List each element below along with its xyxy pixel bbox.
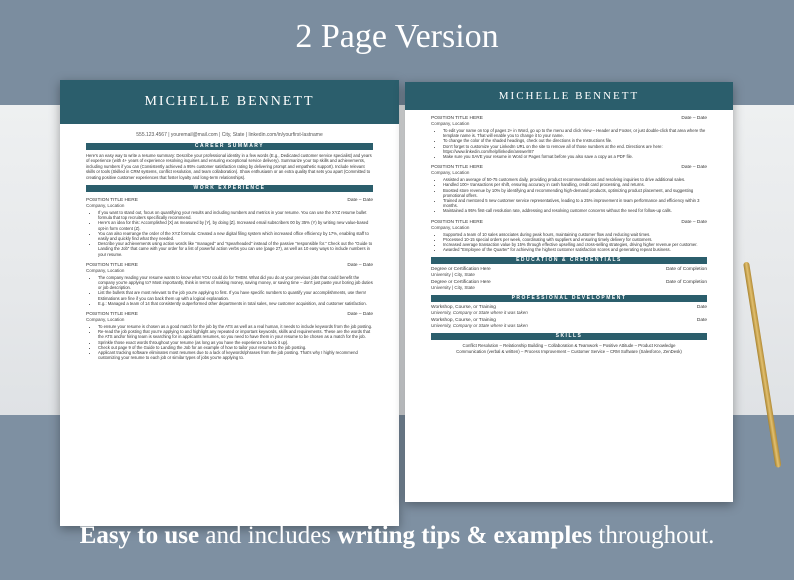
job-company: Company, Location [431, 224, 470, 230]
job-date: Date – Date [681, 116, 707, 121]
edu-degree: Degree or Certification Here [431, 280, 491, 286]
name-banner: MICHELLE BENNETT [60, 80, 399, 124]
job-title: POSITION TITLE HERE [86, 198, 138, 204]
edu-date: Date of Completion [665, 267, 707, 273]
education-list [405, 267, 733, 290]
job-bullet: • Check out page 9 of the Guide to Landing the Job for an example of how to tailor your resume to the job posting. [98, 345, 373, 350]
job-bullet: • To change the color of the shaded headings, check out the directions in the Instructions file. [443, 138, 707, 143]
tagline-bold-1: Easy to use [79, 522, 200, 549]
skills-line-1: Conflict Resolution – Relationship Building – Collaboration & Teamwork – Positive Attitude – Product Knowledge [462, 343, 676, 349]
job-date: Date – Date [347, 262, 373, 268]
job-list [60, 198, 399, 360]
job-bullet: • The company reading your resume wants to know what YOU could do for THEM. What did you do at your previous jobs that could benefit the company you're applying to? Most importantly, think in terms of making money, saving money, or saving time – don't just paste your boring job duties or job description. [98, 275, 373, 291]
job-title: POSITION TITLE HERE [431, 219, 483, 225]
job-date: Date – Date [681, 219, 707, 225]
name-banner: MICHELLE BENNETT [405, 82, 733, 110]
job-bullet: • Don't forget to customize your LinkedIn URL on the site to remove all of those numbers at the end. Directions are here: https://www.linkedin.com/help/linkedin/answer/87 [443, 144, 707, 154]
section-career-summary: CAREER SUMMARY [86, 143, 373, 150]
job-company: Company, Location [86, 317, 125, 323]
edu-school: University | City, State [431, 285, 475, 291]
job-company: Company, Location [431, 121, 470, 126]
job-title: POSITION TITLE HERE [431, 116, 483, 121]
pd-org: University, Company or State where it was taken [431, 323, 528, 329]
job-bullet: • Handled 100+ transactions per shift, ensuring accuracy in cash handling, credit card processing, and returns. [443, 182, 707, 187]
job-bullet: • Awarded "Employee of the Quarter" for achieving the highest customer satisfaction scores and generating repeat business. [443, 247, 707, 252]
job-company: Company, Location [431, 170, 470, 176]
job-title: POSITION TITLE HERE [431, 165, 483, 171]
job-bullets [98, 275, 373, 306]
job-bullet: • List the bullets that are most relevant to the job you're applying to first. If you have specific numbers to quantify your accomplishments, use them! Estimations are fine if you can back them up with a logical explanation. [98, 290, 373, 300]
job-bullet: • Applicant tracking software eliminates most resumes due to a lack of keywords/phrases from the job posting. That's why I highly recommend customizing your resume to each job or similar types of jobs you're applying to. [98, 350, 373, 360]
contact-line: 555.123.4567 | youremail@mail.com | City, State | linkedin.com/in/yourfirst-lastname [136, 132, 323, 138]
job-bullet: • To ensure your resume is chosen as a good match for the job by the ATS as well as a real human, it needs to include keywords from the job posting. [98, 324, 373, 329]
job-date: Date – Date [347, 312, 373, 318]
job-company: Company, Location [86, 203, 125, 209]
job-bullet: • To edit your name on top of pages 2+ in Word, go up to the menu and click View – Header and Footer, or just double-click that area where the template name is. That will enable you to change it to your name. [443, 128, 707, 138]
section-skills: SKILLS [431, 333, 707, 340]
job-date: Date – Date [681, 165, 707, 171]
job-bullets [443, 232, 707, 253]
edu-school: University | City, State [431, 272, 475, 278]
pd-course: Workshop, Course, or Training [431, 318, 496, 324]
pd-list [405, 305, 733, 328]
job-bullet: • E.g.: Managed a team of 14 that consistently outperformed other departments in total sales, new customer acquisition, and customer satisfaction. [98, 301, 373, 306]
job-bullet: • Trained and mentored 5 new customer service representatives, leading to a 25% improvement in team performance and efficiency within 3 months. [443, 198, 707, 208]
pd-org: University, Company or State where it was taken [431, 310, 528, 316]
job-bullet: • Increased average transaction value by 15% through effective upselling and cross-selling strategies, driving higher revenue per customer. [443, 242, 707, 247]
job-bullet: • You can also rearrange the order of the XYZ formula: Created a new digital filing system which increased office efficiency by 17%, enabling staff to easily and quickly find what they needed. [98, 231, 373, 241]
job-bullet: • Boosted store revenue by 10% by identifying and recommending high-demand products, optimizing product placement, and suggesting promotional offers. [443, 188, 707, 198]
edu-degree: Degree or Certification Here [431, 267, 491, 273]
pd-course: Workshop, Course, or Training [431, 305, 496, 311]
pd-date: Date [696, 305, 707, 311]
section-education: EDUCATION & CREDENTIALS [431, 257, 707, 264]
job-date: Date – Date [347, 198, 373, 204]
job-bullet: • Processed 10-15 special orders per week, coordinating with suppliers and ensuring timely delivery for customers. [443, 237, 707, 242]
job-bullets [98, 324, 373, 360]
section-work-experience: WORK EXPERIENCE [86, 185, 373, 192]
tagline-part-4: throughout. [592, 522, 715, 549]
job-bullet: • Make sure you SAVE your resume in Word or Pages format before you also save a copy as a PDF file. [443, 154, 707, 159]
job-bullet: • Assisted an average of 50-75 customers daily, providing product recommendations and resolving inquiries to drive additional sales. [443, 177, 707, 182]
edu-date: Date of Completion [665, 280, 707, 286]
job-bullet: • Re-read the job posting that you're applying to and highlight any repeated or important keywords, skills and requirements. These are the words that the ATS and/or hiring team is searching for in applicants resumes, so you need to have them in your resume to be chosen as a match for the job. [98, 329, 373, 339]
skills-line-2: Communication (verbal & written) – Process Improvement – Customer Service – CRM Software (Salesforce, ZenDesk) [456, 349, 682, 355]
job-title: POSITION TITLE HERE [86, 312, 138, 318]
job-company: Company, Location [86, 267, 125, 273]
section-professional-development: PROFESSIONAL DEVELOPMENT [431, 295, 707, 302]
job-bullets [443, 177, 707, 213]
job-list [405, 116, 733, 252]
job-bullet: • If you want to stand out, focus on quantifying your results and including numbers and metrics in your resume. You can use the XYZ resume bullet formula that top recruiters specifically recommend. [98, 210, 373, 220]
pd-date: Date [696, 318, 707, 324]
resume-page-1 [60, 80, 399, 526]
job-title: POSITION TITLE HERE [86, 262, 138, 268]
summary-text: Here's an easy way to write a resume summary: Describe your professional identity in a few words (E.g., Dedicated customer service specialist) and years of experience (with 4+ years of experience resolving inquiries and ensuring exceptional service delivery). Summarize your top skills and achievements, including numbers if you can (Consistently achieved a 95% customer satisfaction rating by delivering prompt and empathetic support). Include relevant skills or tools (Skilled in CRM systems, conflict resolution, and team collaboration). Show enthusiasm or an extra quality that sets you apart (Committed to creating positive customer experiences that foster loyalty and long-term relationships). [86, 153, 372, 180]
job-bullet: • Sprinkle those exact words throughout your resume (as long as you have the experience to back it up). [98, 340, 373, 345]
headline: 2 Page Version [295, 18, 499, 55]
job-bullets [443, 128, 707, 159]
tagline [0, 522, 794, 550]
tagline-bold-2: writing tips & examples [337, 522, 593, 549]
job-bullets [98, 210, 373, 257]
resume-page-2 [405, 82, 733, 502]
job-bullet: • Supported a team of 10 sales associates during peak hours, maintaining customer flow and reducing wait times. [443, 232, 707, 237]
job-bullet: • Maintained a 95% first-call resolution rate, addressing and resolving customer concerns without the need for follow-up calls. [443, 208, 707, 213]
job-bullet: • Here's an idea for this: Accomplished [X] as measured by [Y], by doing [Z]. Increased email subscribers 00 by 35% (Y) by writing new value-based opt-in form content (Z). [98, 220, 373, 230]
job-bullet: • Describe your achievements using action words like "managed" and "spearheaded" instead of the passive "responsible for." Check out the "Guide to Landing the Job" that came with your order for a list of powerful action verbs you can use (page 27), as well as 10 easy ways to include numbers in your resume. [98, 241, 373, 257]
tagline-part-2: and includes [199, 522, 338, 549]
